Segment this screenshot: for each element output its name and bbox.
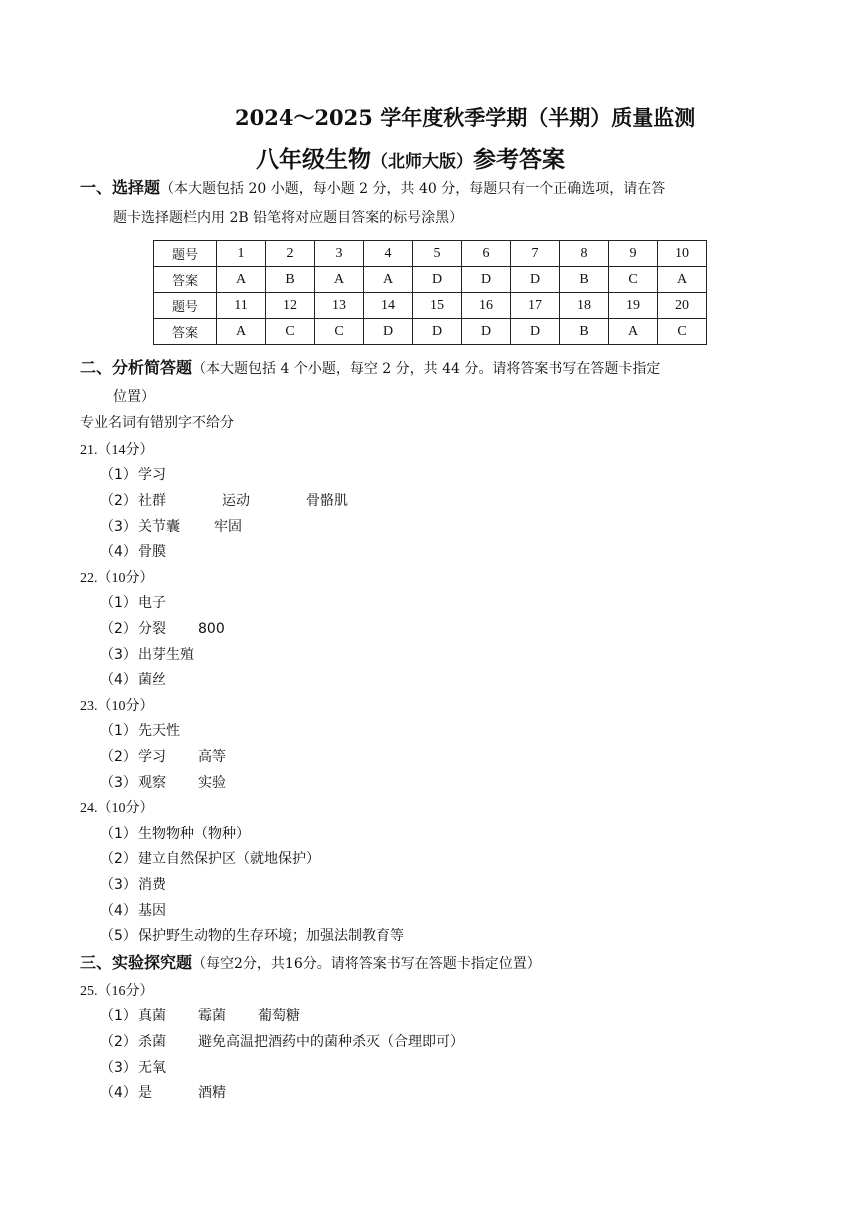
q23-num3: （3） bbox=[100, 775, 137, 791]
q24-num3: （3） bbox=[100, 877, 137, 893]
q25-line3 bbox=[100, 1057, 192, 1077]
q24-ans: 消费 bbox=[138, 877, 166, 893]
section1-title: 一、选择题 bbox=[80, 178, 161, 197]
table-cell: A bbox=[315, 267, 364, 293]
q25-ans: 真菌 bbox=[138, 1008, 166, 1024]
q21-ans: 社群 bbox=[138, 493, 166, 509]
table-cell: D bbox=[511, 267, 560, 293]
title-subject: 八年级生物 bbox=[256, 146, 371, 173]
table-cell: 8 bbox=[560, 241, 609, 267]
table-label-ans: 答案 bbox=[154, 319, 217, 345]
q25-ans: 葡萄糖 bbox=[258, 1008, 300, 1024]
table-row-num2 bbox=[154, 293, 707, 319]
q23-ans: 先天性 bbox=[138, 723, 180, 739]
table-cell: 9 bbox=[609, 241, 658, 267]
table-cell: 13 bbox=[315, 293, 364, 319]
q23-line3 bbox=[100, 772, 252, 792]
section2-desc2: 位置） bbox=[113, 389, 155, 405]
table-label-num: 题号 bbox=[154, 293, 217, 319]
table-cell: 5 bbox=[413, 241, 462, 267]
table-cell: A bbox=[217, 319, 266, 345]
q25-ans: 避免高温把酒药中的菌种杀灭（合理即可） bbox=[198, 1034, 464, 1050]
q23-num2: （2） bbox=[100, 749, 137, 765]
q24-num4: （4） bbox=[100, 903, 137, 919]
table-cell: 1 bbox=[217, 241, 266, 267]
section3-title: 三、实验探究题 bbox=[80, 953, 193, 972]
answer-table bbox=[153, 240, 707, 345]
q25-line4 bbox=[100, 1082, 252, 1102]
q21-line1 bbox=[100, 464, 192, 484]
q23-line2 bbox=[100, 746, 252, 766]
q21-ans: 牢固 bbox=[214, 519, 242, 535]
q24-ans: 基因 bbox=[138, 903, 166, 919]
title-edition: （北师大版） bbox=[371, 152, 473, 172]
q22-header: 22.（10分） bbox=[80, 571, 154, 586]
q24-line1 bbox=[100, 823, 276, 843]
q21-ans: 关节囊 bbox=[138, 519, 180, 535]
q22-ans: 电子 bbox=[138, 595, 166, 611]
table-cell: 15 bbox=[413, 293, 462, 319]
q21-num3: （3） bbox=[100, 519, 137, 535]
table-cell: 14 bbox=[364, 293, 413, 319]
q22-num1: （1） bbox=[100, 595, 137, 611]
table-cell: D bbox=[462, 319, 511, 345]
table-cell: 20 bbox=[658, 293, 707, 319]
q25-ans: 是 bbox=[138, 1085, 152, 1101]
q24-line2 bbox=[100, 848, 346, 868]
title-answer-key: 参考答案 bbox=[473, 146, 565, 173]
q21-header: 21.（14分） bbox=[80, 443, 154, 458]
q22-line2 bbox=[100, 618, 251, 638]
table-cell: 6 bbox=[462, 241, 511, 267]
table-label-num: 题号 bbox=[154, 241, 217, 267]
q22-ans: 出芽生殖 bbox=[138, 647, 194, 663]
q22-ans: 分裂 bbox=[138, 621, 166, 637]
q25-num4: （4） bbox=[100, 1085, 137, 1101]
table-cell: B bbox=[560, 319, 609, 345]
q23-ans: 实验 bbox=[198, 775, 226, 791]
table-cell: C bbox=[658, 319, 707, 345]
q25-num1: （1） bbox=[100, 1008, 137, 1024]
section2-header bbox=[80, 355, 660, 382]
table-cell: 7 bbox=[511, 241, 560, 267]
q24-line3 bbox=[100, 874, 192, 894]
q25-ans: 杀菌 bbox=[138, 1034, 166, 1050]
table-row-ans1 bbox=[154, 267, 707, 293]
section1-desc2: 题卡选择题栏内用 2B 铅笔将对应题目答案的标号涂黑） bbox=[113, 210, 464, 226]
table-cell: D bbox=[413, 319, 462, 345]
table-cell: A bbox=[364, 267, 413, 293]
table-row-ans2 bbox=[154, 319, 707, 345]
table-cell: 17 bbox=[511, 293, 560, 319]
q24-header: 24.（10分） bbox=[80, 801, 154, 816]
q22-ans: 菌丝 bbox=[138, 672, 166, 688]
table-cell: B bbox=[266, 267, 315, 293]
q25-num3: （3） bbox=[100, 1060, 137, 1076]
q24-num5: （5） bbox=[100, 928, 137, 944]
section1-header bbox=[80, 175, 665, 202]
q21-ans: 骨膜 bbox=[138, 544, 166, 560]
table-cell: A bbox=[658, 267, 707, 293]
q23-ans: 观察 bbox=[138, 775, 166, 791]
q22-num2: （2） bbox=[100, 621, 137, 637]
table-label-ans: 答案 bbox=[154, 267, 217, 293]
section2-note: 专业名词有错别字不给分 bbox=[80, 415, 234, 431]
section2-title: 二、分析简答题 bbox=[80, 358, 193, 377]
q25-line1 bbox=[100, 1005, 326, 1025]
q21-line2 bbox=[100, 490, 374, 510]
table-cell: 3 bbox=[315, 241, 364, 267]
q22-line3 bbox=[100, 644, 220, 664]
table-cell: 18 bbox=[560, 293, 609, 319]
table-cell: A bbox=[609, 319, 658, 345]
q21-num2: （2） bbox=[100, 493, 137, 509]
q22-num4: （4） bbox=[100, 672, 137, 688]
q21-line3 bbox=[100, 516, 268, 536]
table-cell: B bbox=[560, 267, 609, 293]
q21-num1: （1） bbox=[100, 467, 137, 483]
q22-line1 bbox=[100, 592, 192, 612]
section3-desc: （每空2分，共16分。请将答案书写在答题卡指定位置） bbox=[192, 956, 541, 972]
q23-num1: （1） bbox=[100, 723, 137, 739]
q21-ans: 学习 bbox=[138, 467, 166, 483]
table-cell: 2 bbox=[266, 241, 315, 267]
q22-ans: 800 bbox=[198, 621, 225, 637]
q25-ans: 酒精 bbox=[198, 1085, 226, 1101]
table-cell: 16 bbox=[462, 293, 511, 319]
q25-ans: 无氧 bbox=[138, 1060, 166, 1076]
section2-desc1: （本大题包括 4 个小题，每空 2 分，共 44 分。请将答案书写在答题卡指定 bbox=[192, 361, 661, 377]
table-cell: D bbox=[462, 267, 511, 293]
title-line1: 2024～2025 学年度秋季学期（半期）质量监测 bbox=[235, 105, 696, 130]
table-cell: 10 bbox=[658, 241, 707, 267]
q21-ans: 骨骼肌 bbox=[306, 493, 348, 509]
table-cell: D bbox=[413, 267, 462, 293]
q24-ans: 建立自然保护区（就地保护） bbox=[138, 851, 320, 867]
title-line2 bbox=[256, 141, 816, 174]
q24-num2: （2） bbox=[100, 851, 137, 867]
table-cell: 11 bbox=[217, 293, 266, 319]
table-cell: D bbox=[511, 319, 560, 345]
table-cell: A bbox=[217, 267, 266, 293]
q23-header: 23.（10分） bbox=[80, 699, 154, 714]
q25-header: 25.（16分） bbox=[80, 984, 154, 999]
q21-line4 bbox=[100, 541, 192, 561]
table-cell: C bbox=[266, 319, 315, 345]
q25-num2: （2） bbox=[100, 1034, 137, 1050]
q21-ans: 运动 bbox=[222, 493, 250, 509]
q23-ans: 高等 bbox=[198, 749, 226, 765]
q25-line2 bbox=[100, 1031, 490, 1051]
section3-header bbox=[80, 950, 541, 977]
q24-ans: 保护野生动物的生存环境；加强法制教育等 bbox=[138, 928, 404, 944]
table-cell: C bbox=[315, 319, 364, 345]
q22-num3: （3） bbox=[100, 647, 137, 663]
q23-ans: 学习 bbox=[138, 749, 166, 765]
q21-num4: （4） bbox=[100, 544, 137, 560]
table-cell: D bbox=[364, 319, 413, 345]
q25-ans: 霉菌 bbox=[198, 1008, 226, 1024]
table-row-num1 bbox=[154, 241, 707, 267]
table-cell: 4 bbox=[364, 241, 413, 267]
q22-line4 bbox=[100, 669, 192, 689]
section1-desc1: （本大题包括 20 小题，每小题 2 分，共 40 分，每题只有一个正确选项，请在答 bbox=[160, 181, 666, 197]
q23-line1 bbox=[100, 720, 206, 740]
table-cell: 19 bbox=[609, 293, 658, 319]
table-cell: 12 bbox=[266, 293, 315, 319]
table-cell: C bbox=[609, 267, 658, 293]
q24-line5 bbox=[100, 925, 430, 945]
q24-ans: 生物物种（物种） bbox=[138, 826, 250, 842]
q24-num1: （1） bbox=[100, 826, 137, 842]
q24-line4 bbox=[100, 900, 192, 920]
